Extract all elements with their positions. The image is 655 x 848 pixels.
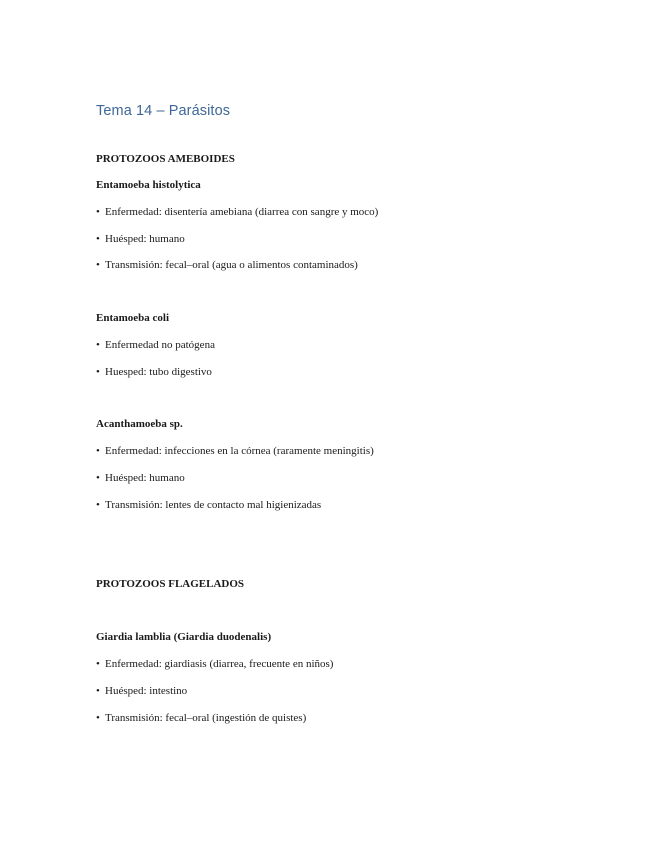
list-item-text: Huésped: humano xyxy=(105,233,185,245)
list-item xyxy=(96,471,185,485)
list-item-text: Enfermedad no patógena xyxy=(105,339,215,351)
section-heading-protozoos-flagelados: PROTOZOOS FLAGELADOS xyxy=(96,578,245,590)
list-item-text: Transmisión: fecal–oral (ingestión de quistes) xyxy=(105,712,307,724)
list-item-text: Huésped: intestino xyxy=(105,685,188,697)
organism-name-entamoeba-histolytica: Entamoeba histolytica xyxy=(96,179,201,191)
bullet-icon: • xyxy=(96,658,100,670)
list-item xyxy=(96,444,374,458)
list-item-text: Enfermedad: giardiasis (diarrea, frecuente en niños) xyxy=(105,658,334,670)
bullet-icon: • xyxy=(96,499,100,511)
bullet-icon: • xyxy=(96,366,100,378)
bullet-icon: • xyxy=(96,259,100,271)
bullet-icon: • xyxy=(96,685,100,697)
organism-name-giardia-lamblia: Giardia lamblia (Giardia duodenalis) xyxy=(96,631,272,643)
list-item xyxy=(96,498,321,512)
list-item-text: Transmisión: fecal–oral (agua o alimentos contaminados) xyxy=(105,259,358,271)
list-item-text: Huesped: tubo digestivo xyxy=(105,366,212,378)
bullet-icon: • xyxy=(96,339,100,351)
bullet-icon: • xyxy=(96,206,100,218)
document-title: Tema 14 – Parásitos xyxy=(96,103,231,119)
list-item-text: Enfermedad: infecciones en la córnea (raramente meningitis) xyxy=(105,445,374,457)
list-item xyxy=(96,657,333,671)
bullet-icon: • xyxy=(96,472,100,484)
bullet-icon: • xyxy=(96,445,100,457)
list-item xyxy=(96,338,215,352)
organism-name-entamoeba-coli: Entamoeba coli xyxy=(96,312,170,324)
bullet-icon: • xyxy=(96,233,100,245)
list-item xyxy=(96,711,306,725)
list-item-text: Enfermedad: disentería amebiana (diarrea con sangre y moco) xyxy=(105,206,379,218)
list-item-text: Transmisión: lentes de contacto mal higienizadas xyxy=(105,499,322,511)
list-item xyxy=(96,684,187,698)
organism-name-acanthamoeba: Acanthamoeba sp. xyxy=(96,418,183,430)
section-heading-protozoos-ameboides: PROTOZOOS AMEBOIDES xyxy=(96,153,235,165)
list-item-text: Huésped: humano xyxy=(105,472,185,484)
bullet-icon: • xyxy=(96,712,100,724)
list-item xyxy=(96,365,212,379)
list-item xyxy=(96,258,358,272)
list-item xyxy=(96,205,378,219)
list-item xyxy=(96,232,185,246)
